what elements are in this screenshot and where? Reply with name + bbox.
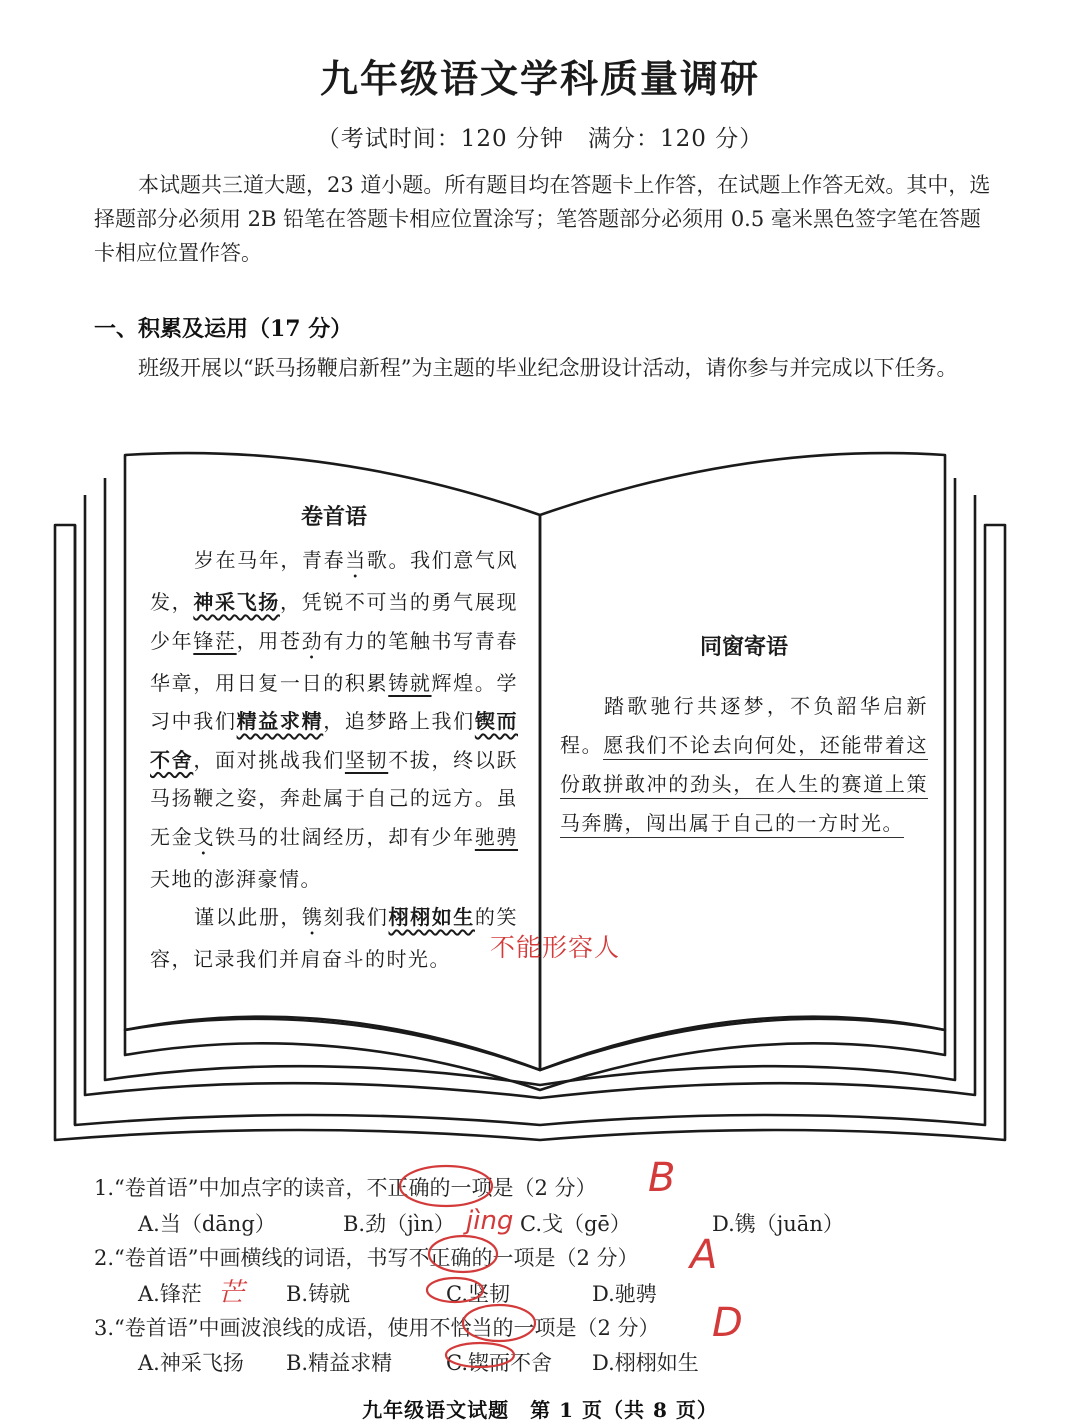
q2-handwritten-correction: 芒 bbox=[218, 1278, 245, 1308]
book-bottom-pages bbox=[125, 1017, 945, 1090]
q1-handwritten-pinyin: jìng bbox=[466, 1206, 514, 1236]
q3-option-c: C.锲而不舍 bbox=[446, 1351, 552, 1375]
q2-option-c: C.坚韧 bbox=[446, 1282, 510, 1306]
text-run: 不拔，终以跃马扬鞭之姿，奔赴属于自己的远方。虽无金 bbox=[150, 747, 518, 849]
left-page-title: 卷首语 bbox=[300, 504, 367, 530]
q1-option-a: A.当（dāng） bbox=[138, 1212, 276, 1236]
text-run: 有力的笔触书写青春华章，用日复一日的积累 bbox=[150, 628, 518, 695]
wavy-idiom-xuxu: 栩栩如生 bbox=[388, 905, 475, 929]
question-2-stem: 2.“卷首语”中画横线的词语，书写不正确的一项是（2 分） bbox=[94, 1246, 639, 1270]
underlined-word-fengmang: 锋茫 bbox=[193, 628, 237, 653]
q2-option-d: D.驰骋 bbox=[592, 1282, 657, 1306]
text-run: 铁马的壮阔经历，却有少年 bbox=[214, 824, 475, 849]
wavy-idiom-jingyi: 精益求精 bbox=[236, 709, 324, 733]
message-lead: 踏歌驰行共逐梦，不负韶华启新程。 bbox=[560, 694, 928, 757]
text-run: 天地的澎湃豪情。 bbox=[150, 866, 322, 891]
text-run: 歌。我们意气风发， bbox=[150, 548, 519, 614]
dotted-char-juan: 镌 bbox=[302, 905, 324, 929]
dotted-char-dang: 当 bbox=[345, 548, 367, 572]
text-run: 谨以此册， bbox=[194, 905, 303, 929]
text-run: 刻我们 bbox=[323, 905, 389, 929]
q2-option-b: B.铸就 bbox=[286, 1282, 351, 1306]
exam-subtitle: （考试时间：120 分钟 满分：120 分） bbox=[316, 126, 764, 152]
q3-option-a: A.神采飞扬 bbox=[138, 1351, 244, 1375]
text-run: ，用苍 bbox=[236, 628, 302, 653]
left-page-body bbox=[150, 541, 518, 979]
question-1-stem: 1.“卷首语”中加点字的读音，不正确的一项是（2 分） bbox=[94, 1176, 597, 1200]
q2-handwritten-answer: A bbox=[690, 1232, 718, 1278]
q2-option-a: A.锋茫 bbox=[138, 1282, 202, 1306]
text-run: 的笑容，记录我们并肩奋斗的时光。 bbox=[150, 905, 519, 971]
q1-option-b: B.劲（jìn） bbox=[343, 1212, 455, 1236]
text-run: ，凭锐不可当的勇气展现少年 bbox=[150, 590, 518, 653]
left-page bbox=[150, 500, 518, 979]
q1-option-c: C.戈（gē） bbox=[520, 1212, 631, 1236]
question-3-stem: 3.“卷首语”中画波浪线的成语，使用不恰当的一项是（2 分） bbox=[94, 1316, 660, 1340]
underlined-word-zhujiu: 铸就 bbox=[388, 670, 432, 695]
text-run: 辉煌。学习中我们 bbox=[150, 670, 518, 733]
section-intro: 班级开展以“跃马扬鞭启新程”为主题的毕业纪念册设计活动，请你参与并完成以下任务。 bbox=[138, 356, 958, 380]
exam-title: 九年级语文学科质量调研 bbox=[319, 56, 760, 101]
text-run: 岁在马年，青春 bbox=[194, 548, 346, 572]
underlined-word-chicheng: 驰骋 bbox=[474, 824, 518, 849]
right-page-title: 同窗寄语 bbox=[699, 634, 788, 660]
foreword-paragraph-2 bbox=[150, 898, 518, 979]
underlined-sentence: 愿我们不论去向何处，还能带着这份敢拼敢冲的劲头，在人生的赛道上策马奔腾，闯出属于自己的一方时光。 bbox=[560, 733, 928, 838]
q3-handwritten-answer: D bbox=[712, 1300, 743, 1346]
classmate-message bbox=[560, 687, 928, 843]
q3-option-b: B.精益求精 bbox=[286, 1351, 393, 1375]
q1-handwritten-answer: B bbox=[648, 1155, 676, 1201]
underlined-word-jianren: 坚韧 bbox=[344, 747, 389, 772]
text-run: ，追梦路上我们 bbox=[323, 709, 475, 733]
foreword-paragraph-1 bbox=[150, 541, 518, 898]
dotted-char-ge: 戈 bbox=[193, 824, 215, 849]
handwritten-note-wavy: 不能形容人 bbox=[490, 933, 621, 962]
q1-option-d: D.镌（juān） bbox=[712, 1212, 844, 1236]
wavy-idiom-qieer: 锲而不舍 bbox=[150, 709, 518, 772]
dotted-char-jin: 劲 bbox=[301, 628, 324, 653]
section-heading: 一、积累及运用（17 分） bbox=[94, 316, 353, 342]
q3-option-d: D.栩栩如生 bbox=[592, 1351, 699, 1375]
text-run: ，面对挑战我们 bbox=[193, 747, 345, 772]
wavy-idiom-shencai: 神采飞扬 bbox=[193, 590, 280, 614]
instructions-paragraph: 本试题共三道大题，23 道小题。所有题目均在答题卡上作答，在试题上作答无效。其中，选择题部分必须用 2B 铅笔在答题卡相应位置涂写；笔答题部分必须用 0.5 毫米黑色签字笔在答题卡相应位置作答。 bbox=[94, 173, 991, 265]
right-page bbox=[560, 630, 928, 843]
page-footer: 九年级语文试题 第 1 页（共 8 页） bbox=[362, 1398, 718, 1422]
